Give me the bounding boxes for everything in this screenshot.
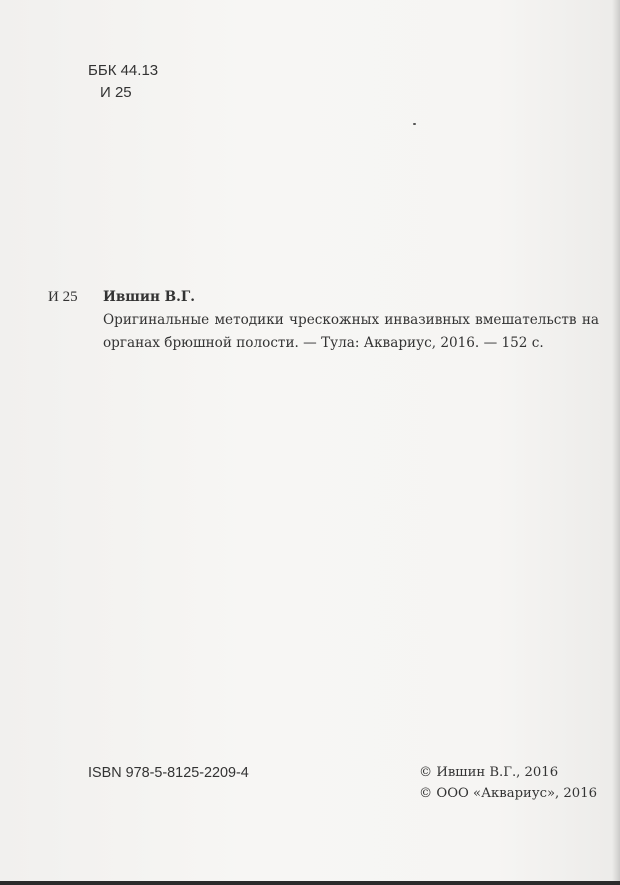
bbk-code: ББК 44.13	[88, 62, 159, 79]
isbn-number: ISBN 978-5-8125-2209-4	[88, 765, 249, 781]
entry-index: И 25	[48, 289, 78, 305]
entry-title-line-1: Оригинальные методики чрескожных инвазивных вмешательств на	[103, 312, 599, 328]
bbk-classification	[88, 60, 158, 104]
copyright-author: © Ившин В.Г., 2016	[419, 765, 559, 780]
print-speck	[413, 123, 416, 125]
entry-description	[103, 286, 599, 355]
author-index: И 25	[100, 84, 132, 101]
copyright-publisher: © ООО «Аквариус», 2016	[419, 786, 597, 801]
entry-title-line-2: органах брюшной полости. — Тула: Аквариус, 2016. — 152 с.	[103, 335, 544, 351]
page-bottom-edge	[0, 881, 620, 885]
copyright-block	[419, 762, 597, 804]
page-edge-shadow	[612, 0, 620, 885]
entry-author: Ившин В.Г.	[103, 289, 196, 305]
